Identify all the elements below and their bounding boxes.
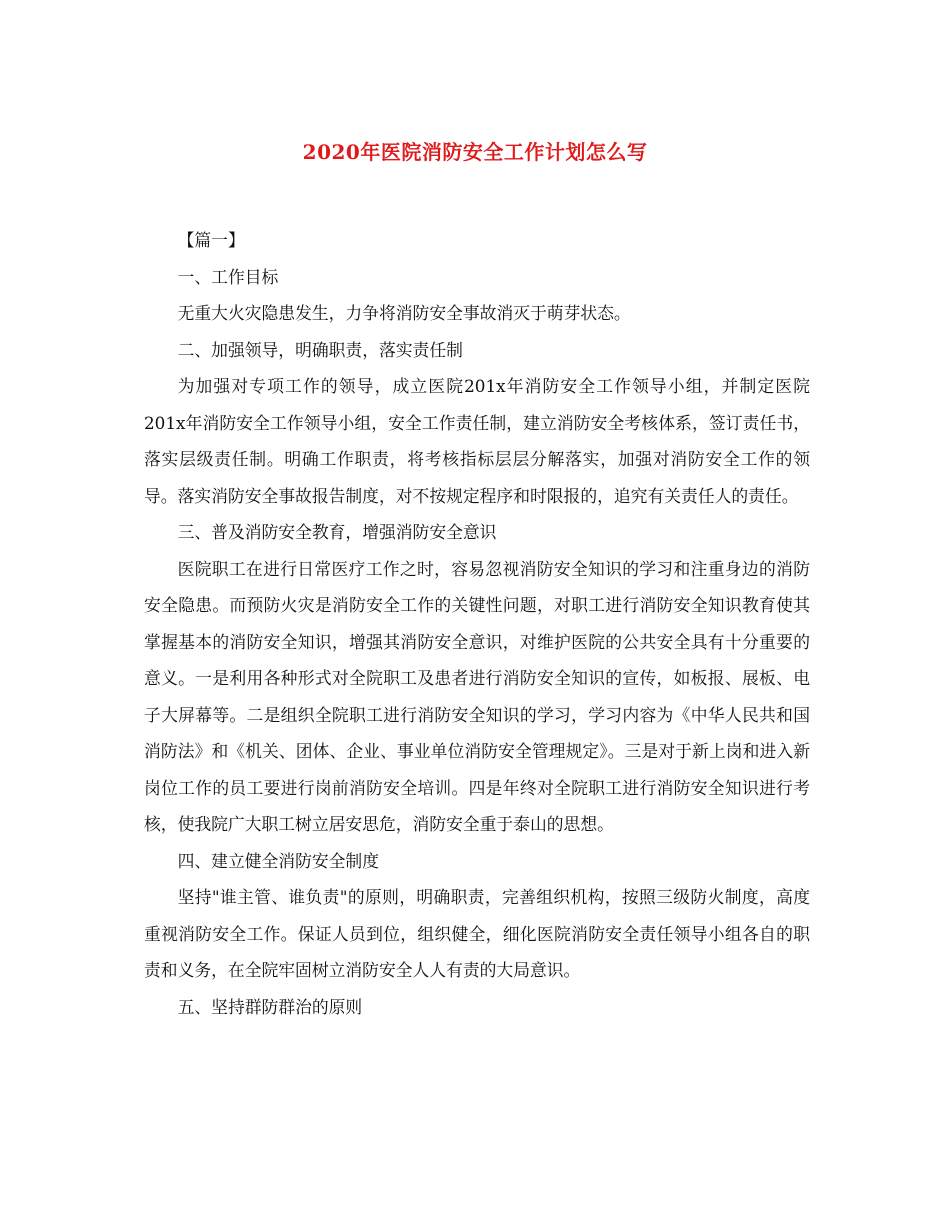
- paragraph-work-goal: 无重大火灾隐患发生，力争将消防安全事故消灭于萌芽状态。: [177, 303, 631, 323]
- section-marker: 【篇一】: [177, 230, 245, 250]
- paragraph-education: 医院职工在进行日常医疗工作之时，容易忽视消防安全知识的学习和注重身边的消防安全隐患。而预防火灾是消防安全工作的关键性问题，对职工进行消防安全知识教育使其掌握基本的消防安全知识，增强其消防安全意识，对维护医院的公共安全具有十分重要的意义。一是利用各种形式对全院职工及患者进行消防安全知识的宣传，如板报、展板、电子大屏幕等。二是组织全院职工进行消防安全知识的学习，学习内容为《中华人民共和国消防法》和《机关、团体、企业、事业单位消防安全管理规定》。三是对于新上岗和进入新岗位工作的员工要进行岗前消防安全培训。四是年终对全院职工进行消防安全知识进行考核，使我院广大职工树立居安思危，消防安全重于泰山的思想。: [144, 558, 810, 834]
- heading-work-goal: 一、工作目标: [177, 266, 279, 287]
- heading-education: 三、普及消防安全教育，增强消防安全意识: [177, 522, 497, 542]
- heading-leadership: 二、加强领导，明确职责，落实责任制: [177, 339, 463, 360]
- paragraph-system: 坚持"谁主管、谁负责"的原则，明确职责，完善组织机构，按照三级防火制度，高度重视消防安全工作。保证人员到位，组织健全，细化医院消防安全责任领导小组各自的职责和义务，在全院牢固树立消防安全人人有责的大局意识。: [144, 887, 810, 980]
- heading-system: 四、建立健全消防安全制度: [177, 850, 379, 871]
- paragraph-leadership: 为加强对专项工作的领导，成立医院201x年消防安全工作领导小组，并制定医院201x年消防安全工作领导小组，安全工作责任制，建立消防安全考核体系，签订责任书，落实层级责任制。明确工作职责，将考核指标层层分解落实，加强对消防安全工作的领导。落实消防安全事故报告制度，对不按规定程序和时限报的，追究有关责任人的责任。: [144, 376, 810, 506]
- heading-mass-prevention: 五、坚持群防群治的原则: [177, 996, 363, 1017]
- document-title: 2020年医院消防安全工作计划怎么写: [302, 140, 648, 164]
- document-body: [144, 222, 810, 1025]
